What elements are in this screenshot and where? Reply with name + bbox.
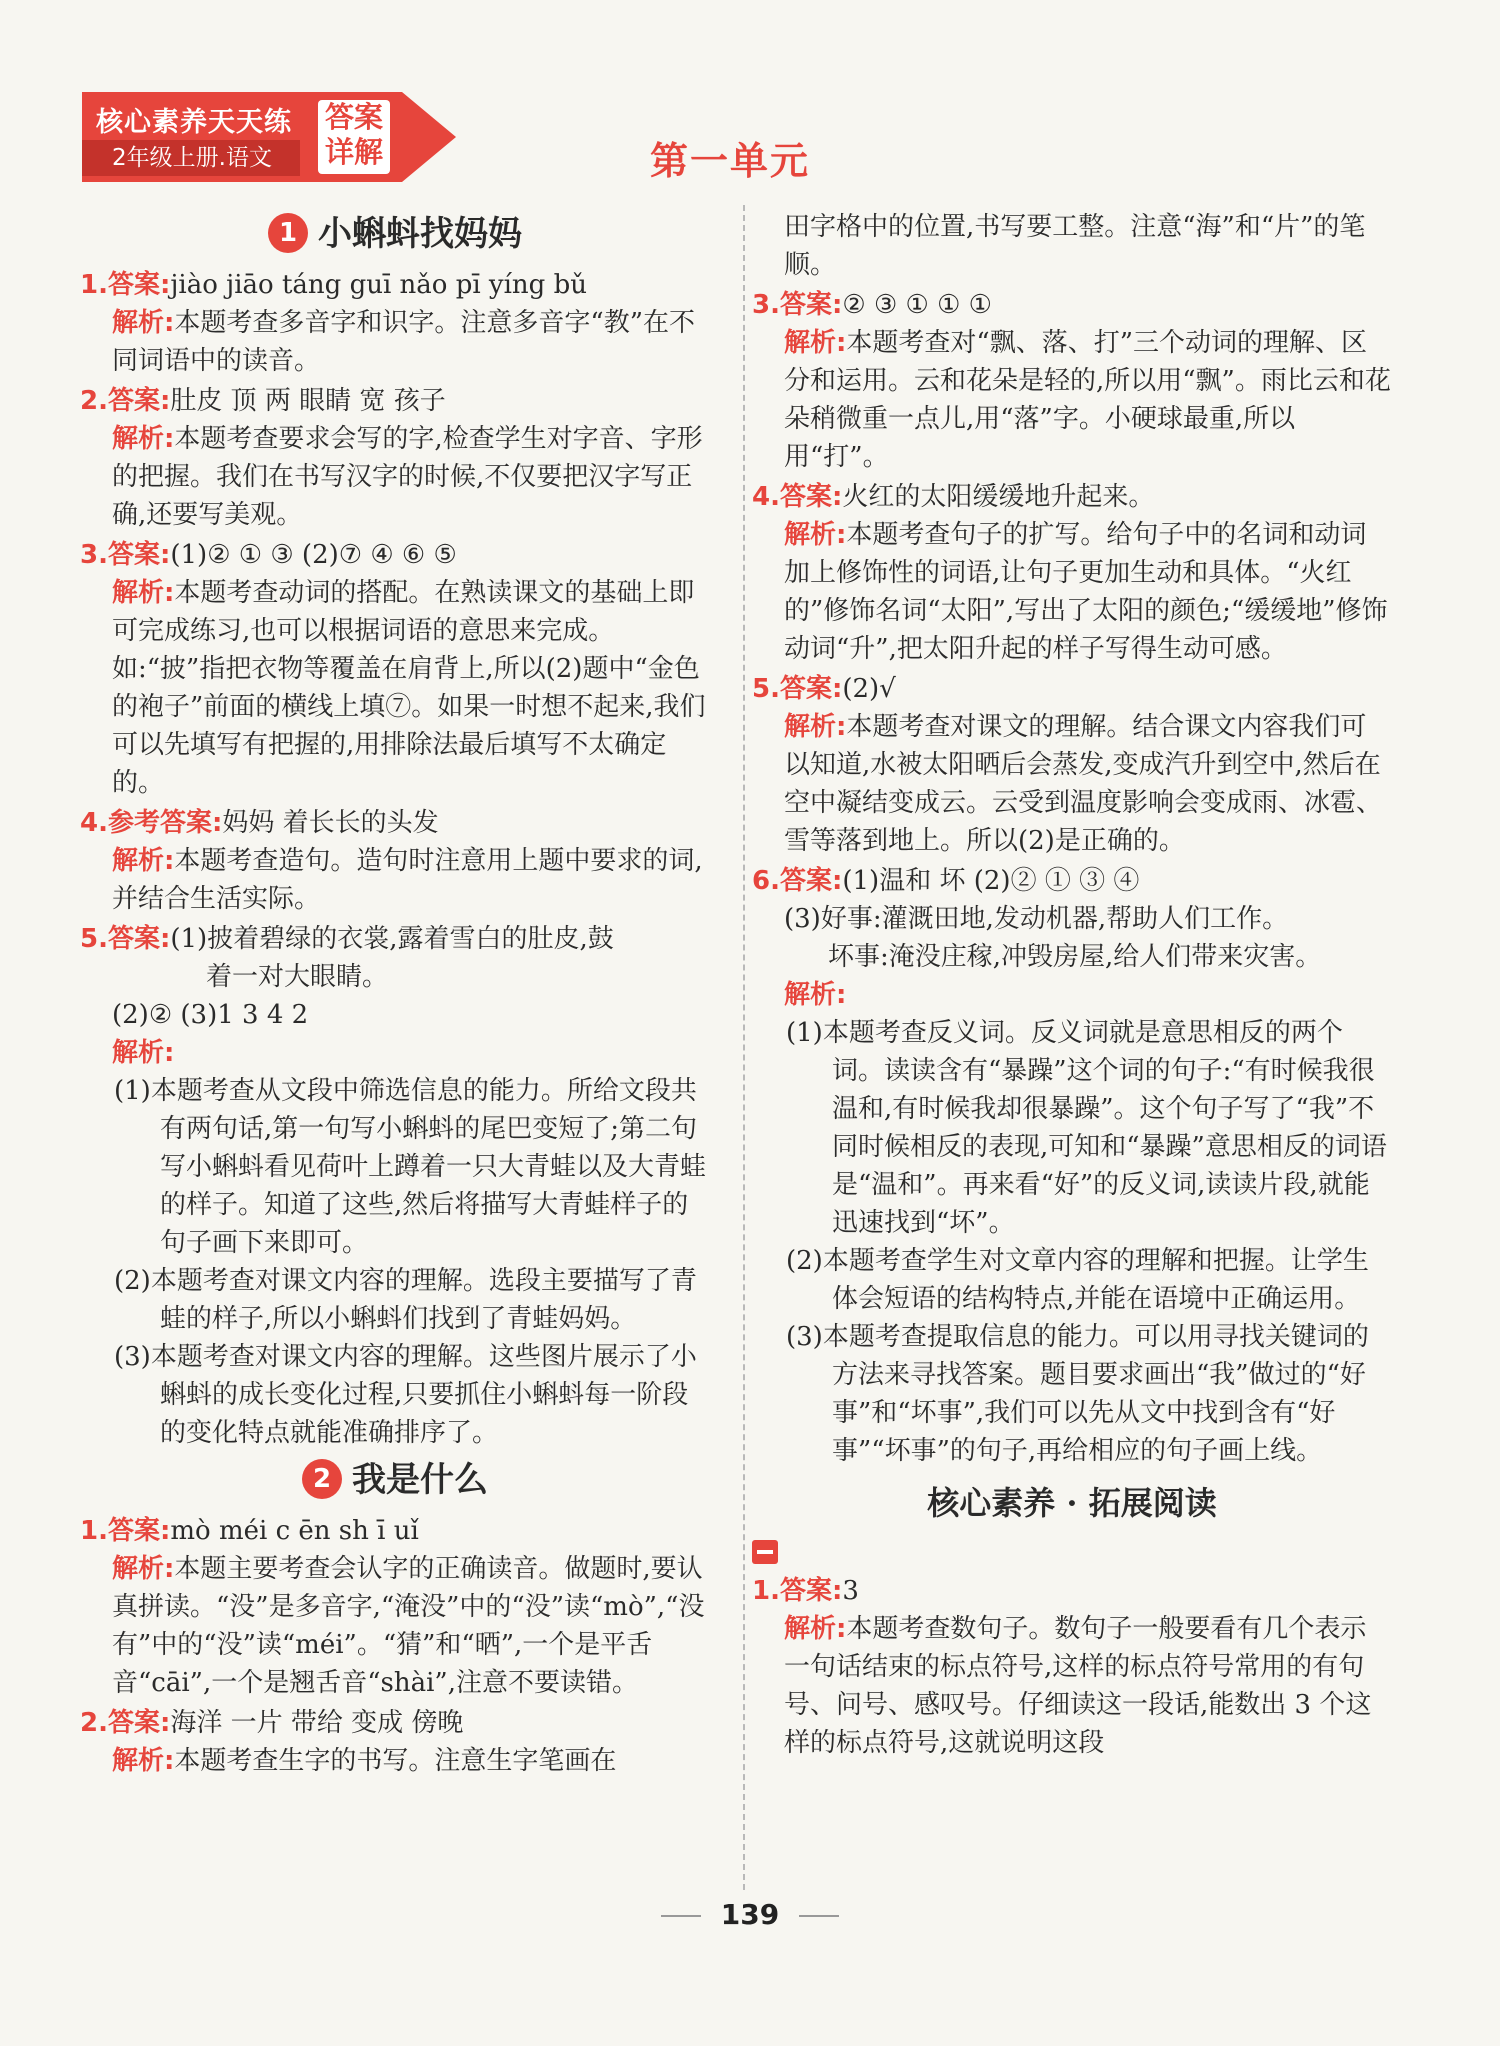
answer-tag: 答案:: [107, 540, 171, 570]
column-divider: [743, 205, 745, 1890]
answer-tag: 答案:: [107, 270, 171, 300]
page-number: 139: [720, 1898, 780, 1931]
explanation-text: 本题主要考查会认字的正确读音。做题时,要认真拼读。“没”是多音字,“淹没”中的“没”读“mò”,“没有”中的“没”读“méi”。“猜”和“晒”,一个是平舌音“cāi”,一个是翘舌音“shài”,注意不要读错。: [112, 1554, 705, 1698]
explanation-sub: (2)本题考查对课文内容的理解。选段主要描写了青蛙的样子,所以小蝌蚪们找到了青蛙妈妈。: [114, 1266, 697, 1334]
answer-text: 妈妈 着长长的头发: [222, 808, 439, 838]
answer-tag: 答案:: [779, 866, 843, 896]
question-number: 1.: [80, 1516, 108, 1546]
explanation-tag: 解析:: [784, 980, 847, 1010]
question-number: 3.: [752, 290, 780, 320]
answer-text: 火红的太阳缓缓地升起来。: [842, 482, 1155, 512]
explanation-tag: 解析:: [112, 424, 175, 454]
footer-line-left: [661, 1915, 701, 1917]
question-2: [80, 1704, 710, 1780]
answer-tag: 答案:: [107, 1708, 171, 1738]
question-1: [80, 266, 710, 380]
explanation-sub: (1)本题考查反义词。反义词就是意思相反的两个词。读读含有“暴躁”这个词的句子:“有时候我很温和,有时候我却很暴躁”。这个句子写了“我”不同时候相反的表现,可知和“暴躁”意思相反的词语是“温和”。再来看“好”的反义词,读读片段,就能迅速找到“坏”。: [786, 1018, 1387, 1238]
question-number: 2.: [80, 1708, 108, 1738]
series-logo-arrow: [402, 92, 456, 182]
question-number: 4.: [752, 482, 780, 512]
explanation-tag: 解析:: [784, 1614, 847, 1644]
grade-label: 2年级上册.语文: [82, 140, 300, 176]
question-number: 5.: [80, 924, 108, 954]
answer-badge: [318, 100, 390, 174]
reading-question-1: [752, 1572, 1392, 1762]
explanation-tag: 解析:: [784, 328, 847, 358]
explanation-tag: 解析:: [112, 578, 175, 608]
question-3: [80, 536, 710, 802]
question-2: [80, 382, 710, 534]
answer-tag: 答案:: [107, 924, 171, 954]
left-column: [80, 208, 710, 1782]
answer-text: mò méi c ēn sh ī uǐ: [170, 1516, 419, 1546]
answer-tag: 答案:: [779, 290, 843, 320]
lesson-title-text: 小蝌蚪找妈妈: [318, 214, 522, 254]
answer-badge-line1: 答案: [324, 100, 383, 134]
question-5: [80, 920, 710, 1452]
question-3: [752, 286, 1392, 476]
question-5: [752, 670, 1392, 860]
lesson-title: [80, 208, 710, 260]
explanation-tag: 解析:: [112, 1554, 175, 1584]
explanation-text: 本题考查多音字和识字。注意多音字“教”在不同词语中的读音。: [112, 308, 695, 376]
explanation-text: 本题考查造句。造句时注意用上题中要求的词,并结合生活实际。: [112, 846, 703, 914]
section-marker: [752, 1532, 1392, 1570]
answer-text: ② ③ ① ① ①: [842, 290, 992, 320]
answer-text: 肚皮 顶 两 眼睛 宽 孩子: [170, 386, 446, 416]
explanation-sub: (2)本题考查学生对文章内容的理解和把握。让学生体会短语的结构特点,并能在语境中正确运用。: [786, 1246, 1369, 1314]
series-logo: [82, 92, 456, 182]
question-number: 1.: [80, 270, 108, 300]
answer-text: 3: [842, 1576, 859, 1606]
explanation-text: 本题考查句子的扩写。给句子中的名词和动词加上修饰性的词语,让句子更加生动和具体。“火红的”修饰名词“太阳”,写出了太阳的颜色;“缓缓地”修饰动词“升”,把太阳升起的样子写得生动可感。: [784, 520, 1388, 664]
explanation-text: 本题考查对课文的理解。结合课文内容我们可以知道,水被太阳晒后会蒸发,变成汽升到空中,然后在空中凝结变成云。云受到温度影响会变成雨、冰雹、雪等落到地上。所以(2)是正确的。: [784, 712, 1383, 856]
explanation-text: 本题考查动词的搭配。在熟读课文的基础上即可完成练习,也可以根据词语的意思来完成。如:“披”指把衣物等覆盖在肩背上,所以(2)题中“金色的袍子”前面的横线上填⑦。如果一时想不起来,我们可以先填写有把握的,用排除法最后填写不太确定的。: [112, 578, 706, 798]
question-number: 6.: [752, 866, 780, 896]
answer-tag: 答案:: [779, 482, 843, 512]
lesson-title-text: 我是什么: [352, 1460, 488, 1500]
answer-badge-line2: 详解: [324, 135, 383, 169]
explanation-tag: 解析:: [784, 520, 847, 550]
question-number: 1.: [752, 1576, 780, 1606]
explanation-tag: 解析:: [112, 1746, 175, 1776]
question-4: [80, 804, 710, 918]
answer-text: (1)② ① ③ (2)⑦ ④ ⑥ ⑤: [170, 540, 457, 570]
answer-extra: (2)② (3)1 3 4 2: [112, 1000, 309, 1030]
explanation-sub: (3)本题考查对课文内容的理解。这些图片展示了小蝌蚪的成长变化过程,只要抓住小蝌蚪每一阶段的变化特点就能准确排序了。: [114, 1342, 697, 1448]
explanation-sub: (3)本题考查提取信息的能力。可以用寻找关键词的方法来寻找答案。题目要求画出“我”做过的“好事”和“坏事”,我们可以先从文中找到含有“好事”“坏事”的句子,再给相应的句子画上线。: [786, 1322, 1369, 1466]
question-number: 3.: [80, 540, 108, 570]
footer-line-right: [799, 1915, 839, 1917]
answer-tag: 答案:: [107, 1516, 171, 1546]
question-number: 4.: [80, 808, 108, 838]
lesson-number-badge: 2: [302, 1459, 342, 1499]
answer-tag: 答案:: [779, 1576, 843, 1606]
explanation-tag: 解析:: [784, 712, 847, 742]
answer-tag: 答案:: [107, 386, 171, 416]
explanation-tag: 解析:: [112, 1038, 175, 1068]
answer-extra: 坏事:淹没庄稼,冲毁房屋,给人们带来灾害。: [828, 942, 1322, 972]
explanation-text: 本题考查生字的书写。注意生字笔画在: [174, 1746, 617, 1776]
question-1: [80, 1512, 710, 1702]
explanation-text: 本题考查对“飘、落、打”三个动词的理解、区分和运用。云和花朵是轻的,所以用“飘”。雨比云和花朵稍微重一点儿,用“落”字。小硬球最重,所以用“打”。: [784, 328, 1391, 472]
answer-continuation: 着一对大眼睛。: [206, 962, 389, 992]
question-number: 5.: [752, 674, 780, 704]
answer-text: (1)披着碧绿的衣裳,露着雪白的肚皮,鼓: [170, 924, 614, 954]
explanation-tag: 解析:: [112, 308, 175, 338]
answer-text: (1)温和 坏 (2)② ① ③ ④: [842, 866, 1140, 896]
explanation-text: 本题考查要求会写的字,检查学生对字音、字形的把握。我们在书写汉字的时候,不仅要把汉字写正确,还要写美观。: [112, 424, 703, 530]
explanation-continuation: 田字格中的位置,书写要工整。注意“海”和“片”的笔顺。: [784, 212, 1366, 280]
answer-text: 海洋 一片 带给 变成 傍晚: [170, 1708, 464, 1738]
question-4: [752, 478, 1392, 668]
explanation-tag: 解析:: [112, 846, 175, 876]
explanation-sub: (1)本题考查从文段中筛选信息的能力。所给文段共有两句话,第一句写小蝌蚪的尾巴变短了;第二句写小蝌蚪看见荷叶上蹲着一只大青蛙以及大青蛙的样子。知道了这些,然后将描写大青蛙样子的句子画下来即可。: [114, 1076, 707, 1258]
answer-tag: 答案:: [779, 674, 843, 704]
answer-extra: (3)好事:灌溉田地,发动机器,帮助人们工作。: [784, 904, 1289, 934]
section-title: 核心素养 · 拓展阅读: [927, 1484, 1217, 1522]
answer-text: (2)√: [842, 674, 896, 704]
page-footer: [0, 1898, 1500, 1931]
series-title: 核心素养天天练: [96, 107, 292, 138]
minus-square-icon: [752, 1540, 778, 1564]
unit-title: 第一单元: [650, 139, 811, 183]
answer-tag: 参考答案:: [107, 808, 223, 838]
lesson-title: [80, 1454, 710, 1506]
question-number: 2.: [80, 386, 108, 416]
question-6: [752, 862, 1392, 1470]
answer-text: jiào jiāo táng guī nǎo pī yíng bǔ: [170, 270, 587, 300]
lesson-number-badge: 1: [268, 213, 308, 253]
explanation-text: 本题考查数句子。数句子一般要看有几个表示一句话结束的标点符号,这样的标点符号常用的有句号、问号、感叹号。仔细读这一段话,能数出 3 个这样的标点符号,这就说明这段: [784, 1614, 1372, 1758]
right-column: [752, 208, 1392, 1764]
